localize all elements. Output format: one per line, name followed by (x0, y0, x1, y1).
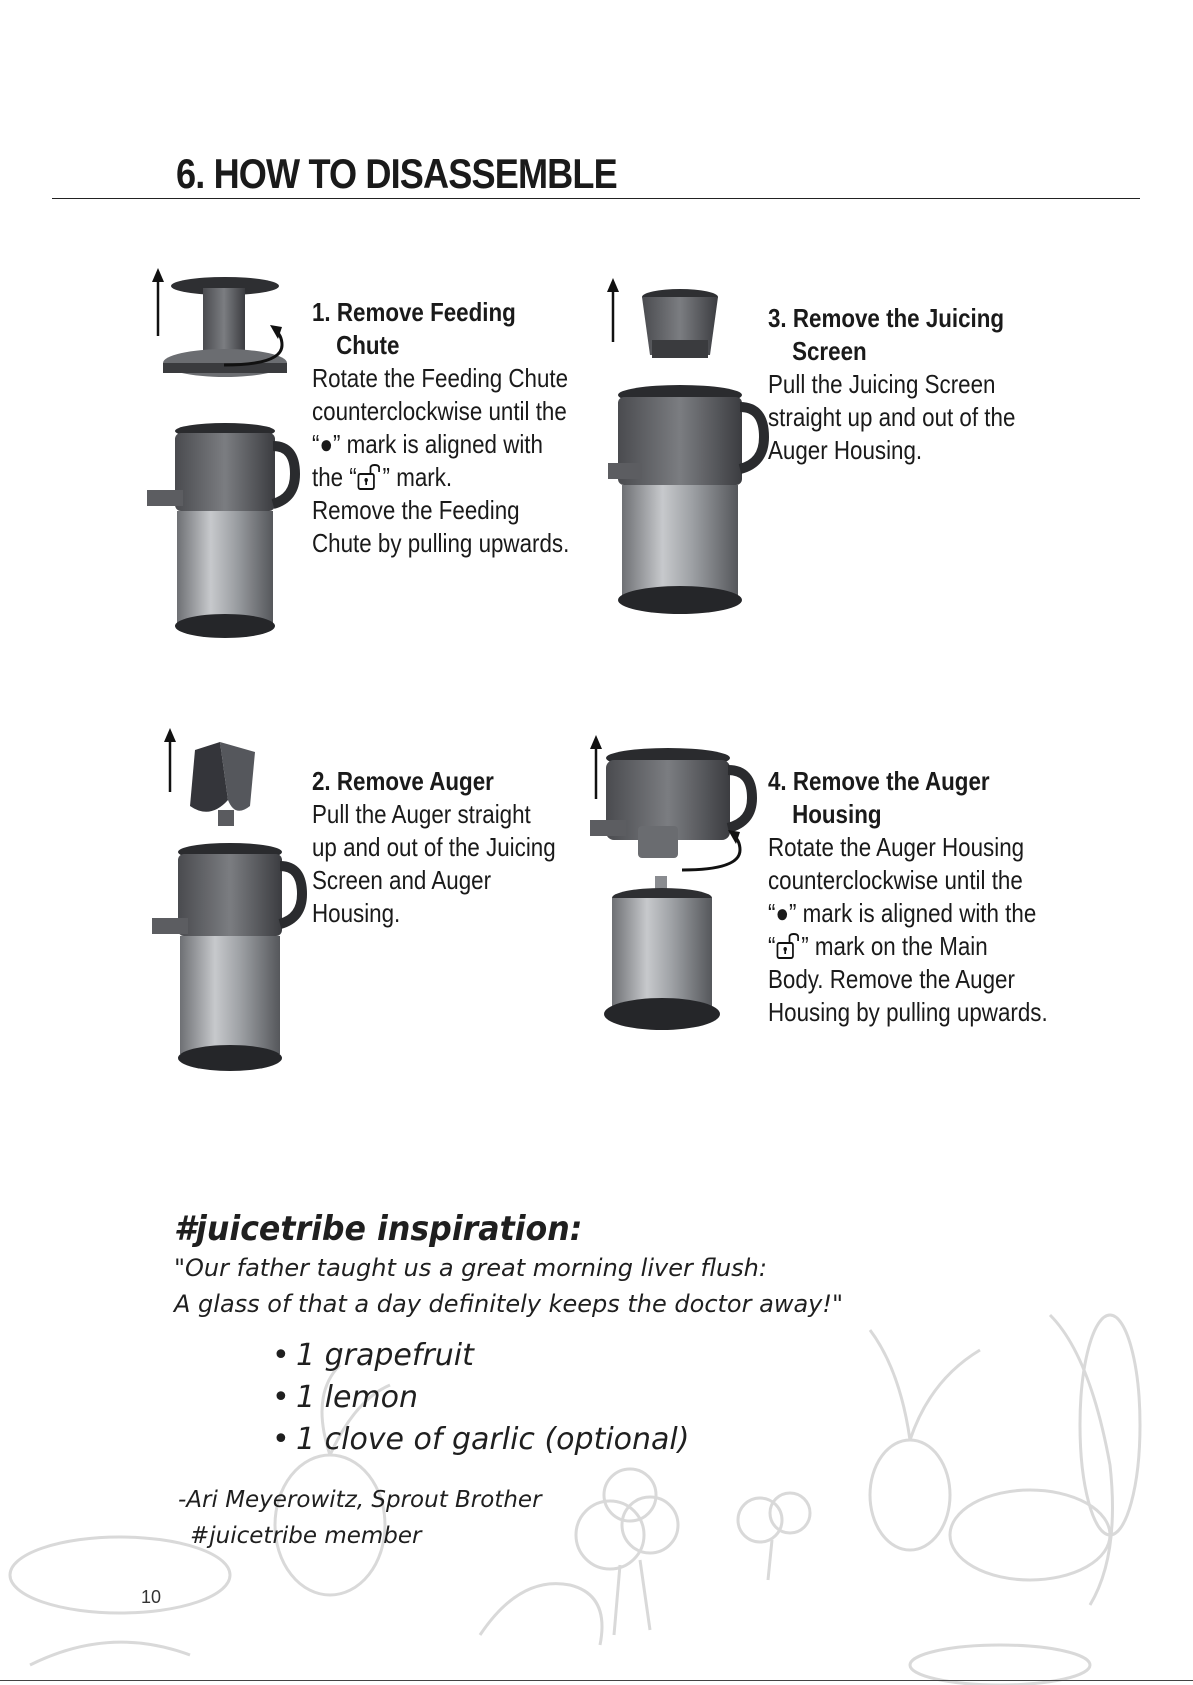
step-2-title: 2. Remove Auger (312, 766, 494, 796)
step-1-title: 1. Remove Feeding Chute (312, 297, 516, 360)
step4-rotate-arrow (680, 830, 750, 875)
heading-rule (52, 198, 1140, 199)
step4-up-arrow (588, 735, 604, 801)
step-3-body: Pull the Juicing Screen straight up and out of the Auger Housing. (768, 369, 1016, 465)
step-3-title: 3. Remove the Juicing Screen (768, 303, 1005, 366)
step4-juicer-figure (590, 748, 760, 1053)
step3-juicer-figure (600, 285, 770, 635)
page-number: 10 (141, 1587, 162, 1607)
list-item: • 1 clove of garlic (optional) (272, 1419, 689, 1461)
footer-rule (0, 1680, 1193, 1681)
attribution-name: -Ari Meyerowitz, Sprout Brother (178, 1487, 542, 1513)
ingredient-list (272, 1335, 689, 1461)
attribution-role: #juicetribe member (190, 1523, 422, 1549)
step1-rotate-arrow (222, 325, 292, 370)
section-heading: 6. HOW TO DISASSEMBLE (176, 150, 617, 197)
step-2 (312, 765, 556, 930)
juicetribe-inspiration (0, 1195, 1193, 1685)
step-4-title: 4. Remove the Auger Housing (768, 766, 990, 829)
unlock-icon (775, 933, 801, 959)
step2-up-arrow (162, 728, 178, 794)
list-item: • 1 lemon (272, 1377, 689, 1419)
step-1-body: Rotate the Feeding Chute counterclockwise until the “●” mark is aligned with the “ ” mark. Remove the Feeding Chute by pulling upwards. (312, 363, 570, 558)
step3-up-arrow (605, 278, 621, 344)
step-1 (312, 296, 569, 560)
unlock-icon (357, 464, 383, 490)
list-item: • 1 grapefruit (272, 1335, 689, 1377)
quote-line-1: "Our father taught us a great morning liver flush: (174, 1254, 767, 1282)
step-4 (768, 765, 1048, 1029)
inspiration-title: #juicetribe inspiration: (174, 1209, 583, 1249)
step-2-body: Pull the Auger straight up and out of the Juicing Screen and Auger Housing. (312, 799, 556, 928)
step-4-body: Rotate the Auger Housing counterclockwise until the “●” mark is aligned with the “ ” mark on the Main Body. Remove the Auger Housing by pulling upwards. (768, 832, 1048, 1027)
step-3 (768, 302, 1015, 467)
quote-line-2: A glass of that a day definitely keeps the doctor away!" (174, 1290, 844, 1318)
step1-up-arrow (150, 268, 166, 338)
